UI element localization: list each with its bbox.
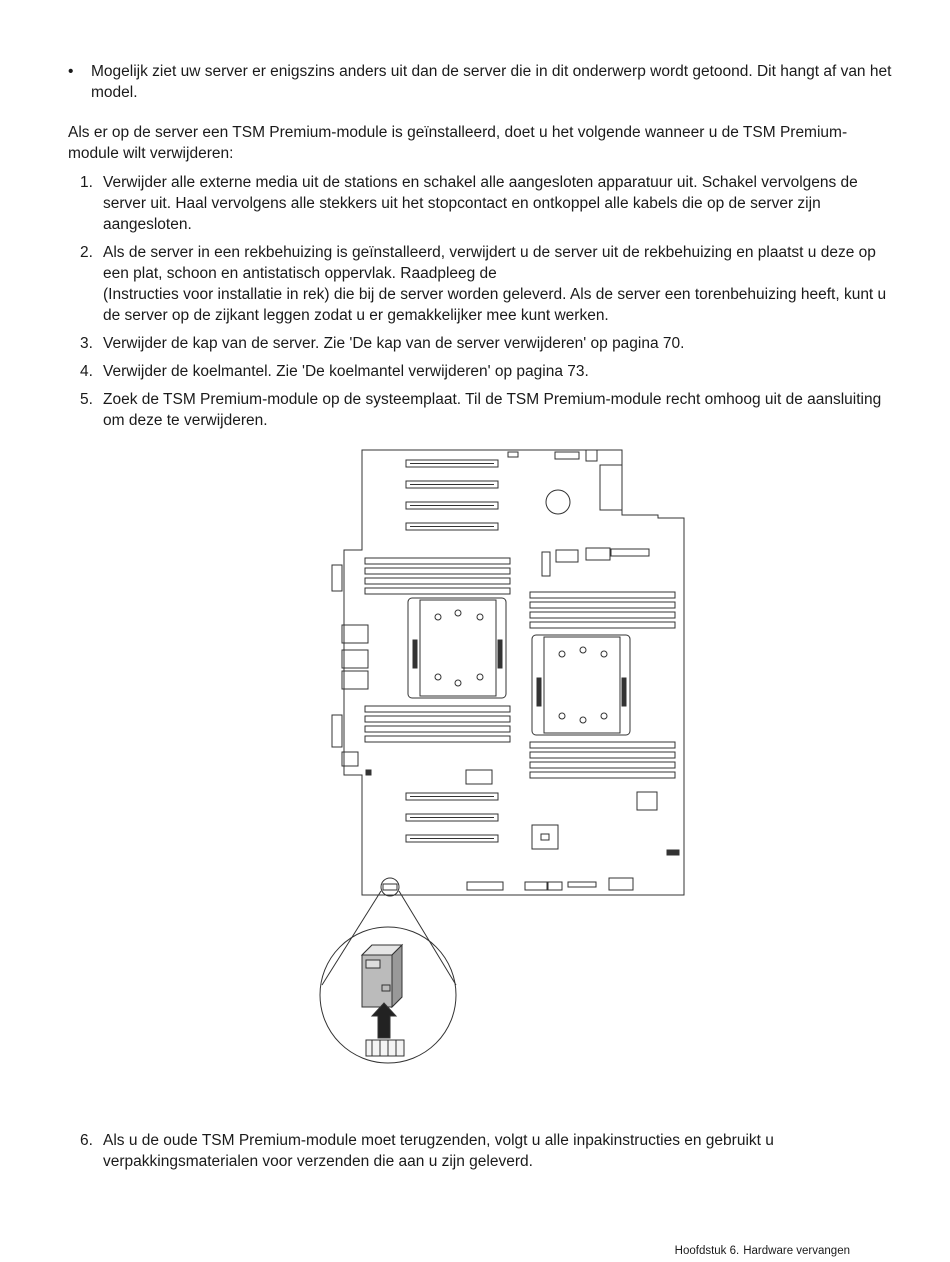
note-text: Mogelijk ziet uw server er enigszins anders uit dan de server die in dit onderwerp wordt getoond. Dit hangt af van het model. — [91, 63, 892, 101]
step-text: Verwijder alle externe media uit de stations en schakel alle aangesloten apparatuur uit. Schakel vervolgens de server uit. Haal vervolgens alle stekkers uit het stopcontact en ontkoppel alle kabels die op de server zijn aangesloten. — [103, 174, 858, 233]
system-board-illustration — [310, 440, 700, 1080]
step-number: 5. — [80, 391, 93, 408]
step-6 — [80, 1130, 903, 1172]
step-number: 4. — [80, 363, 93, 380]
step-number: 6. — [80, 1132, 93, 1149]
step-4 — [80, 361, 895, 382]
step-number: 2. — [80, 244, 93, 261]
top-connectors — [508, 450, 649, 576]
page-footer — [671, 1241, 850, 1262]
bullet-mark: • — [68, 63, 74, 80]
footer-title: Hardware vervangen — [743, 1245, 850, 1257]
step-text-b: (Instructies voor installatie in rek) die bij de server worden geleverd. Als de server een torenbehuizing heeft, kunt u de server op de zijkant leggen zodat u er gemakkelijker mee kunt werken. — [103, 286, 887, 324]
step-5 — [80, 389, 895, 431]
dimm-slot — [365, 558, 675, 778]
step-text-a: Als de server in een rekbehuizing is geïnstalleerd, verwijdert u de server uit de rekbehuizing en plaatst u deze op een plat, schoon en antistatisch oppervlak. Raadpleeg de — [103, 244, 876, 282]
module-socket — [366, 1040, 404, 1056]
step-number: 3. — [80, 335, 93, 352]
step-text: Als u de oude TSM Premium-module moet terugzenden, volgt u alle inpakinstructies en gebruikt u verpakkingsmaterialen voor verzenden die aan u zijn geleverd. — [103, 1132, 774, 1170]
note-bullet — [68, 61, 908, 103]
rear-io-ports — [332, 565, 368, 766]
step-2 — [80, 242, 895, 326]
step-text: Verwijder de kap van de server. Zie 'De kap van de server verwijderen' op pagina 70. — [103, 335, 685, 352]
intro-paragraph: Als er op de server een TSM Premium-module is geïnstalleerd, doet u het volgende wanneer u de TSM Premium-module wilt verwijderen: — [68, 124, 848, 162]
step-1 — [80, 172, 895, 235]
lift-arrow — [372, 1003, 396, 1038]
misc-components — [366, 770, 679, 890]
processor-socket-1 — [408, 598, 506, 698]
tsm-module — [362, 945, 402, 1007]
step-3 — [80, 333, 895, 354]
step-text: Verwijder de koelmantel. Zie 'De koelmantel verwijderen' op pagina 73. — [103, 363, 589, 380]
board-outline — [344, 450, 684, 895]
tsm-connector — [381, 878, 399, 896]
step-number: 1. — [80, 174, 93, 191]
steps-list — [80, 172, 895, 438]
processor-socket-2 — [532, 635, 630, 735]
footer-chapter: Hoofdstuk 6. — [674, 1245, 740, 1257]
step-text: Zoek de TSM Premium-module op de systeemplaat. Til de TSM Premium-module recht omhoog uit de aansluiting om deze te verwijderen. — [103, 391, 882, 429]
